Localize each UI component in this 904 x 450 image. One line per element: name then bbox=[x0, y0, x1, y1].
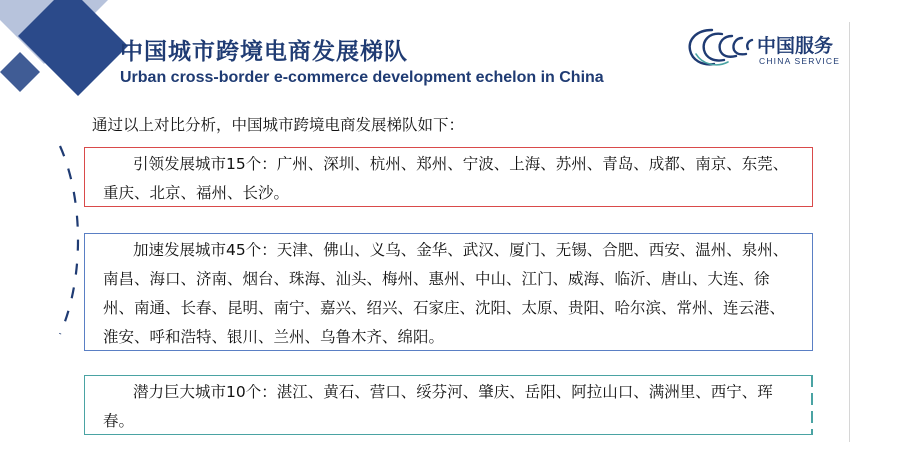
corner-decoration bbox=[0, 0, 140, 110]
page-title: 中国城市跨境电商发展梯队 bbox=[120, 39, 408, 65]
tier-cities: 广州、深圳、杭州、郑州、宁波、上海、苏州、青岛、成都、南京、东莞、重庆、北京、福州、长沙。 bbox=[103, 155, 789, 202]
tier-cities: 天津、佛山、义乌、金华、武汉、厦门、无锡、合肥、西安、温州、泉州、南昌、海口、济南、烟台、珠海、汕头、梅州、惠州、中山、江门、威海、临沂、唐山、大连、徐州、南通、长春、昆明、南宁、嘉兴、绍兴、石家庄、沈阳、太原、贵阳、哈尔滨、常州、连云港、淮安、呼和浩特、银川、兰州、乌鲁木齐、绵阳。 bbox=[103, 241, 789, 346]
intro-text: 通过以上对比分析，中国城市跨境电商发展梯队如下： bbox=[92, 116, 465, 134]
logo-name: 中国服务 bbox=[757, 35, 834, 57]
tier-leading-box bbox=[84, 147, 813, 207]
tier-accelerating-box bbox=[84, 233, 813, 351]
tier-potential-box bbox=[84, 375, 813, 435]
tier-label: 引领发展城市15个： bbox=[133, 155, 277, 173]
tier-label: 加速发展城市45个： bbox=[133, 241, 277, 259]
tier-label: 潜力巨大城市10个： bbox=[133, 383, 277, 401]
box-edge-dashed bbox=[811, 375, 813, 435]
tier-cities: 湛江、黄石、营口、绥芬河、肇庆、岳阳、阿拉山口、满洲里、西宁、珲春。 bbox=[103, 383, 773, 430]
logo-name-en: CHINA SERVICE bbox=[759, 56, 841, 66]
page-subtitle: Urban cross-border e-commerce development echelon in China bbox=[120, 69, 604, 86]
page-edge bbox=[849, 22, 850, 442]
